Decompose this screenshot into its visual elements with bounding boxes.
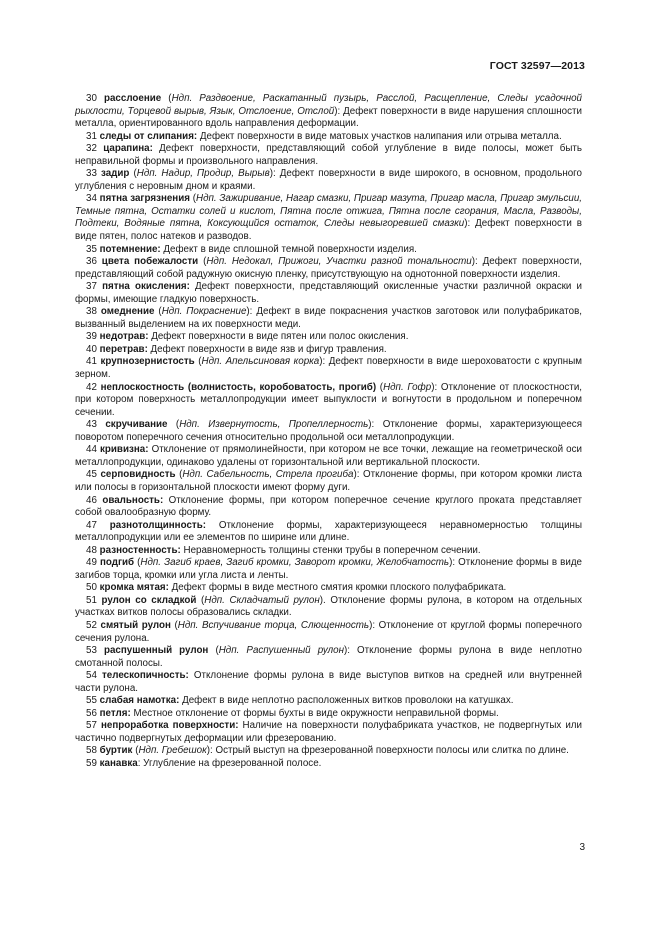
term-definition: Дефект в виде неплотно расположенных витков проволоки на катушках. xyxy=(179,695,514,707)
term-definition: Отклонение формы, характеризующееся неравномерностью толщины металлопродукции или ее элементов по ширине или длине. xyxy=(75,519,582,544)
term-definition: Неравномерность толщины стенки трубы в поперечном сечении. xyxy=(180,544,481,556)
term-definition: : Углубление на фрезерованной полосе. xyxy=(137,757,322,769)
term-entry xyxy=(75,720,582,745)
term-synonyms: Ндп. Сабельность, Стрела прогиба xyxy=(182,469,354,481)
term-open-paren: ( xyxy=(129,168,137,180)
term-name: овальность: xyxy=(102,494,164,506)
term-synonyms: Ндп. Гребешок xyxy=(138,745,207,757)
term-number: 55 xyxy=(86,695,97,707)
term-name: рулон со складкой xyxy=(101,594,197,606)
term-definition: Дефект поверхности в виде матовых участков налипания или отрыва металла. xyxy=(197,130,562,142)
term-synonyms: Ндп. Вспучивание торца, Слющенность xyxy=(177,619,370,631)
term-number: 45 xyxy=(86,469,97,481)
term-definition: ). Отклонение формы рулона, в котором на отдельных участках витков полосы образовались складки. xyxy=(75,594,582,619)
term-definition: ): Отклонение от плоскостности, при котором поверхность металлопродукции имеет выпуклости и вогнутости в продольном и поперечном сечении. xyxy=(75,381,583,418)
term-number: 52 xyxy=(86,619,97,631)
term-name: омеднение xyxy=(100,306,155,318)
term-name: кривизна: xyxy=(100,444,149,456)
term-name: подгиб xyxy=(99,557,135,569)
term-number: 58 xyxy=(86,745,97,757)
term-number: 42 xyxy=(86,381,97,393)
term-name: перетрав: xyxy=(99,343,148,355)
term-number: 43 xyxy=(86,419,97,431)
term-entry xyxy=(75,758,582,771)
term-entry xyxy=(75,256,582,281)
term-name: крупнозернистость xyxy=(100,356,195,368)
term-synonyms: Ндп. Покраснение xyxy=(161,306,247,318)
term-number: 36 xyxy=(86,256,97,268)
term-open-paren: ( xyxy=(132,745,139,757)
term-name: разнотолщинность: xyxy=(109,519,206,531)
term-entry xyxy=(75,193,582,243)
term-number: 56 xyxy=(86,707,97,719)
term-entry xyxy=(75,695,582,708)
term-definition: ): Дефект поверхности в виде широкого, в основном, продольного углубления с неровным дном и краями. xyxy=(75,168,582,192)
term-name: скручивание xyxy=(105,419,168,431)
term-number: 40 xyxy=(86,343,97,355)
term-name: пятна окисления: xyxy=(102,281,190,293)
term-open-paren: ( xyxy=(196,594,205,606)
term-open-paren: ( xyxy=(194,356,202,368)
term-definition: ): Отклонение формы рулона в виде неплотно смотанной полосы. xyxy=(75,645,582,669)
term-number: 41 xyxy=(86,356,97,368)
term-number: 51 xyxy=(86,594,97,606)
term-name: следы от слипания: xyxy=(99,130,198,142)
term-definition: Отклонение формы, при котором поперечное сечение круглого проката представляет собой овалообразную форму. xyxy=(75,494,582,519)
term-name: слабая намотка: xyxy=(99,695,180,707)
term-entry xyxy=(75,620,582,645)
term-name: пятна загрязнения xyxy=(99,193,190,205)
term-definition: Отклонение от прямолинейности, при котором не все точки, лежащие на геометрической оси металлопродукции, одинаково удалены от горизонтальной или вертикальной плоскости. xyxy=(75,444,582,468)
term-entry xyxy=(75,557,582,582)
term-entry xyxy=(75,419,582,444)
term-open-paren: ( xyxy=(208,645,219,657)
term-name: потемнение: xyxy=(99,243,161,255)
document-code-header: ГОСТ 32597—2013 xyxy=(489,60,585,72)
term-number: 30 xyxy=(86,93,97,104)
term-entry xyxy=(75,444,582,469)
term-open-paren: ( xyxy=(376,381,384,393)
term-number: 32 xyxy=(86,143,97,155)
term-open-paren: ( xyxy=(134,557,141,569)
term-definition: ): Дефект поверхности в виде нарушения сплошности металла, ориентированного вдоль направления деформации. xyxy=(75,105,582,130)
term-synonyms: Ндп. Извернутость, Пропеллерность xyxy=(179,419,369,431)
term-name: буртик xyxy=(99,745,133,757)
term-name: неплоскостность (волнистость, коробоватость, прогиб) xyxy=(100,381,377,393)
term-definition: Дефект поверхности, представляющий окисленные участки различной окраски и формы, имеющие гладкую поверхность. xyxy=(75,281,582,305)
term-number: 34 xyxy=(86,193,97,205)
term-number: 37 xyxy=(86,281,97,293)
term-name: распушенный рулон xyxy=(104,645,209,657)
term-number: 48 xyxy=(86,544,97,556)
term-open-paren: ( xyxy=(161,93,172,104)
term-name: недотрав: xyxy=(99,331,149,343)
term-entry xyxy=(75,382,582,420)
term-name: расслоение xyxy=(103,93,162,104)
term-definition: Местное отклонение от формы бухты в виде окружности неправильной формы. xyxy=(130,707,499,719)
term-name: задир xyxy=(100,168,130,180)
term-entry xyxy=(75,708,582,721)
term-synonyms: Ндп. Апельсиновая корка xyxy=(201,356,320,368)
term-entry xyxy=(75,306,582,331)
term-definition: Дефект поверхности в виде язв и фигур травления. xyxy=(147,343,387,355)
term-number: 53 xyxy=(86,645,97,657)
term-entry xyxy=(75,520,582,545)
term-number: 39 xyxy=(86,331,97,343)
term-open-paren: ( xyxy=(189,193,196,205)
term-definition: Дефект поверхности, представляющий собой углубление в виде полосы, может быть неправильной формы и произвольного направления. xyxy=(75,143,582,167)
term-name: петля: xyxy=(99,707,131,719)
term-definition: Дефект поверхности в виде пятен или полос окисления. xyxy=(148,331,409,343)
term-synonyms: Ндп. Зажиривание, Нагар смазки, Пригар мазута, Пригар масла, Пригар эмульсии, Темные пятна, Остатки солей и кислот, Пятна после отжига, Пятна после сгорания, Масла, Разводы, Подтеки, Водяные пятна, Коксующийся остаток, Следы невыгоревшей смазки xyxy=(75,193,582,230)
term-open-paren: ( xyxy=(167,419,180,431)
term-number: 50 xyxy=(86,582,97,594)
term-entry xyxy=(75,595,582,620)
term-definition: ): Отклонение формы, характеризующееся поворотом поперечного сечения относительно продольной оси металлопродукции. xyxy=(75,419,582,443)
term-number: 57 xyxy=(86,720,97,732)
term-synonyms: Ндп. Распушенный рулон xyxy=(218,645,344,657)
term-number: 44 xyxy=(86,444,97,456)
page-number: 3 xyxy=(579,842,585,853)
term-name: смятый рулон xyxy=(100,619,171,631)
term-name: серповидность xyxy=(100,469,176,481)
term-definition: ): Дефект поверхности, представляющий собой радужную окисную пленку, присутствующую на однотонной поверхности изделия. xyxy=(75,256,582,280)
term-definition: ): Дефект поверхности в виде пятен, полос натеков и разводов. xyxy=(75,218,582,243)
term-entry xyxy=(75,670,582,695)
term-definition: Дефект в виде сплошной темной поверхности изделия. xyxy=(160,243,417,255)
term-synonyms: Ндп. Загиб краев, Загиб кромки, Заворот кромки, Желобчатость xyxy=(140,557,450,569)
term-entry xyxy=(75,143,582,168)
term-entry xyxy=(75,582,582,595)
term-name: непроработка поверхности: xyxy=(100,720,239,732)
term-entry xyxy=(75,93,582,131)
term-number: 38 xyxy=(86,306,97,318)
term-name: разностенность: xyxy=(99,544,181,556)
term-entry xyxy=(75,244,582,257)
term-open-paren: ( xyxy=(170,619,178,631)
term-number: 49 xyxy=(86,557,97,569)
term-definition: Дефект формы в виде местного смятия кромки плоского полуфабриката. xyxy=(168,582,507,594)
term-number: 33 xyxy=(86,168,97,180)
term-entry xyxy=(75,131,582,144)
term-synonyms: Ндп. Раздвоение, Раскатанный пузырь, Расслой, Расщепление, Следы усадочной рыхлости, Торцевой вырыв, Язык, Отслоение, Отслой xyxy=(75,93,582,117)
term-name: кромка мятая: xyxy=(99,582,169,594)
term-name: канавка xyxy=(99,757,138,769)
term-synonyms: Ндп. Гофр xyxy=(383,381,432,393)
term-number: 31 xyxy=(86,130,97,142)
term-entry xyxy=(75,545,582,558)
term-entry xyxy=(75,645,582,670)
term-entry xyxy=(75,331,582,344)
term-synonyms: Ндп. Складчатый рулон xyxy=(204,594,320,606)
term-number: 54 xyxy=(86,670,97,682)
term-name: телескопичность: xyxy=(101,670,189,682)
term-open-paren: ( xyxy=(198,256,207,268)
term-open-paren: ( xyxy=(175,469,183,481)
term-synonyms: Ндп. Надир, Продир, Вырыв xyxy=(136,168,270,180)
term-name: царапина: xyxy=(103,143,153,155)
term-entry xyxy=(75,469,582,494)
term-name: цвета побежалости xyxy=(101,256,199,268)
term-definition: ): Отклонение формы, при котором кромки листа или полосы в горизонтальной плоскости имеют форму дуги. xyxy=(75,469,582,493)
term-entry xyxy=(75,344,582,357)
term-number: 35 xyxy=(86,243,97,255)
term-entry xyxy=(75,281,582,306)
term-number: 46 xyxy=(86,494,97,506)
term-number: 47 xyxy=(86,519,97,531)
term-definition: ): Отклонение формы в виде загибов торца, кромки или угла листа и ленты. xyxy=(75,557,582,581)
term-synonyms: Ндп. Недокал, Прижоги, Участки разной тональности xyxy=(206,256,472,268)
term-entry xyxy=(75,168,582,193)
term-definition: Отклонение формы рулона в виде выступов витков на средней или внутренней части рулона. xyxy=(75,670,582,694)
term-definition: ): Дефект поверхности в виде шероховатости с крупным зерном. xyxy=(75,356,582,381)
term-entry xyxy=(75,356,582,381)
term-entry xyxy=(75,495,582,520)
term-definition: ): Острый выступ на фрезерованной поверхности полосы или слитка по длине. xyxy=(206,745,569,757)
terms-list xyxy=(75,93,582,771)
term-open-paren: ( xyxy=(154,306,162,318)
term-definition: Наличие на поверхности полуфабриката участков, не подвергнутых или частично подвергнутых деформации или фрезерованию. xyxy=(75,720,582,744)
term-definition: ): Отклонение от круглой формы поперечного сечения рулона. xyxy=(75,619,582,644)
term-entry xyxy=(75,745,582,758)
term-definition: ): Дефект в виде покраснения участков заготовок или полуфабрикатов, вызванный выделением на их поверхности меди. xyxy=(75,306,583,330)
term-number: 59 xyxy=(86,757,97,769)
